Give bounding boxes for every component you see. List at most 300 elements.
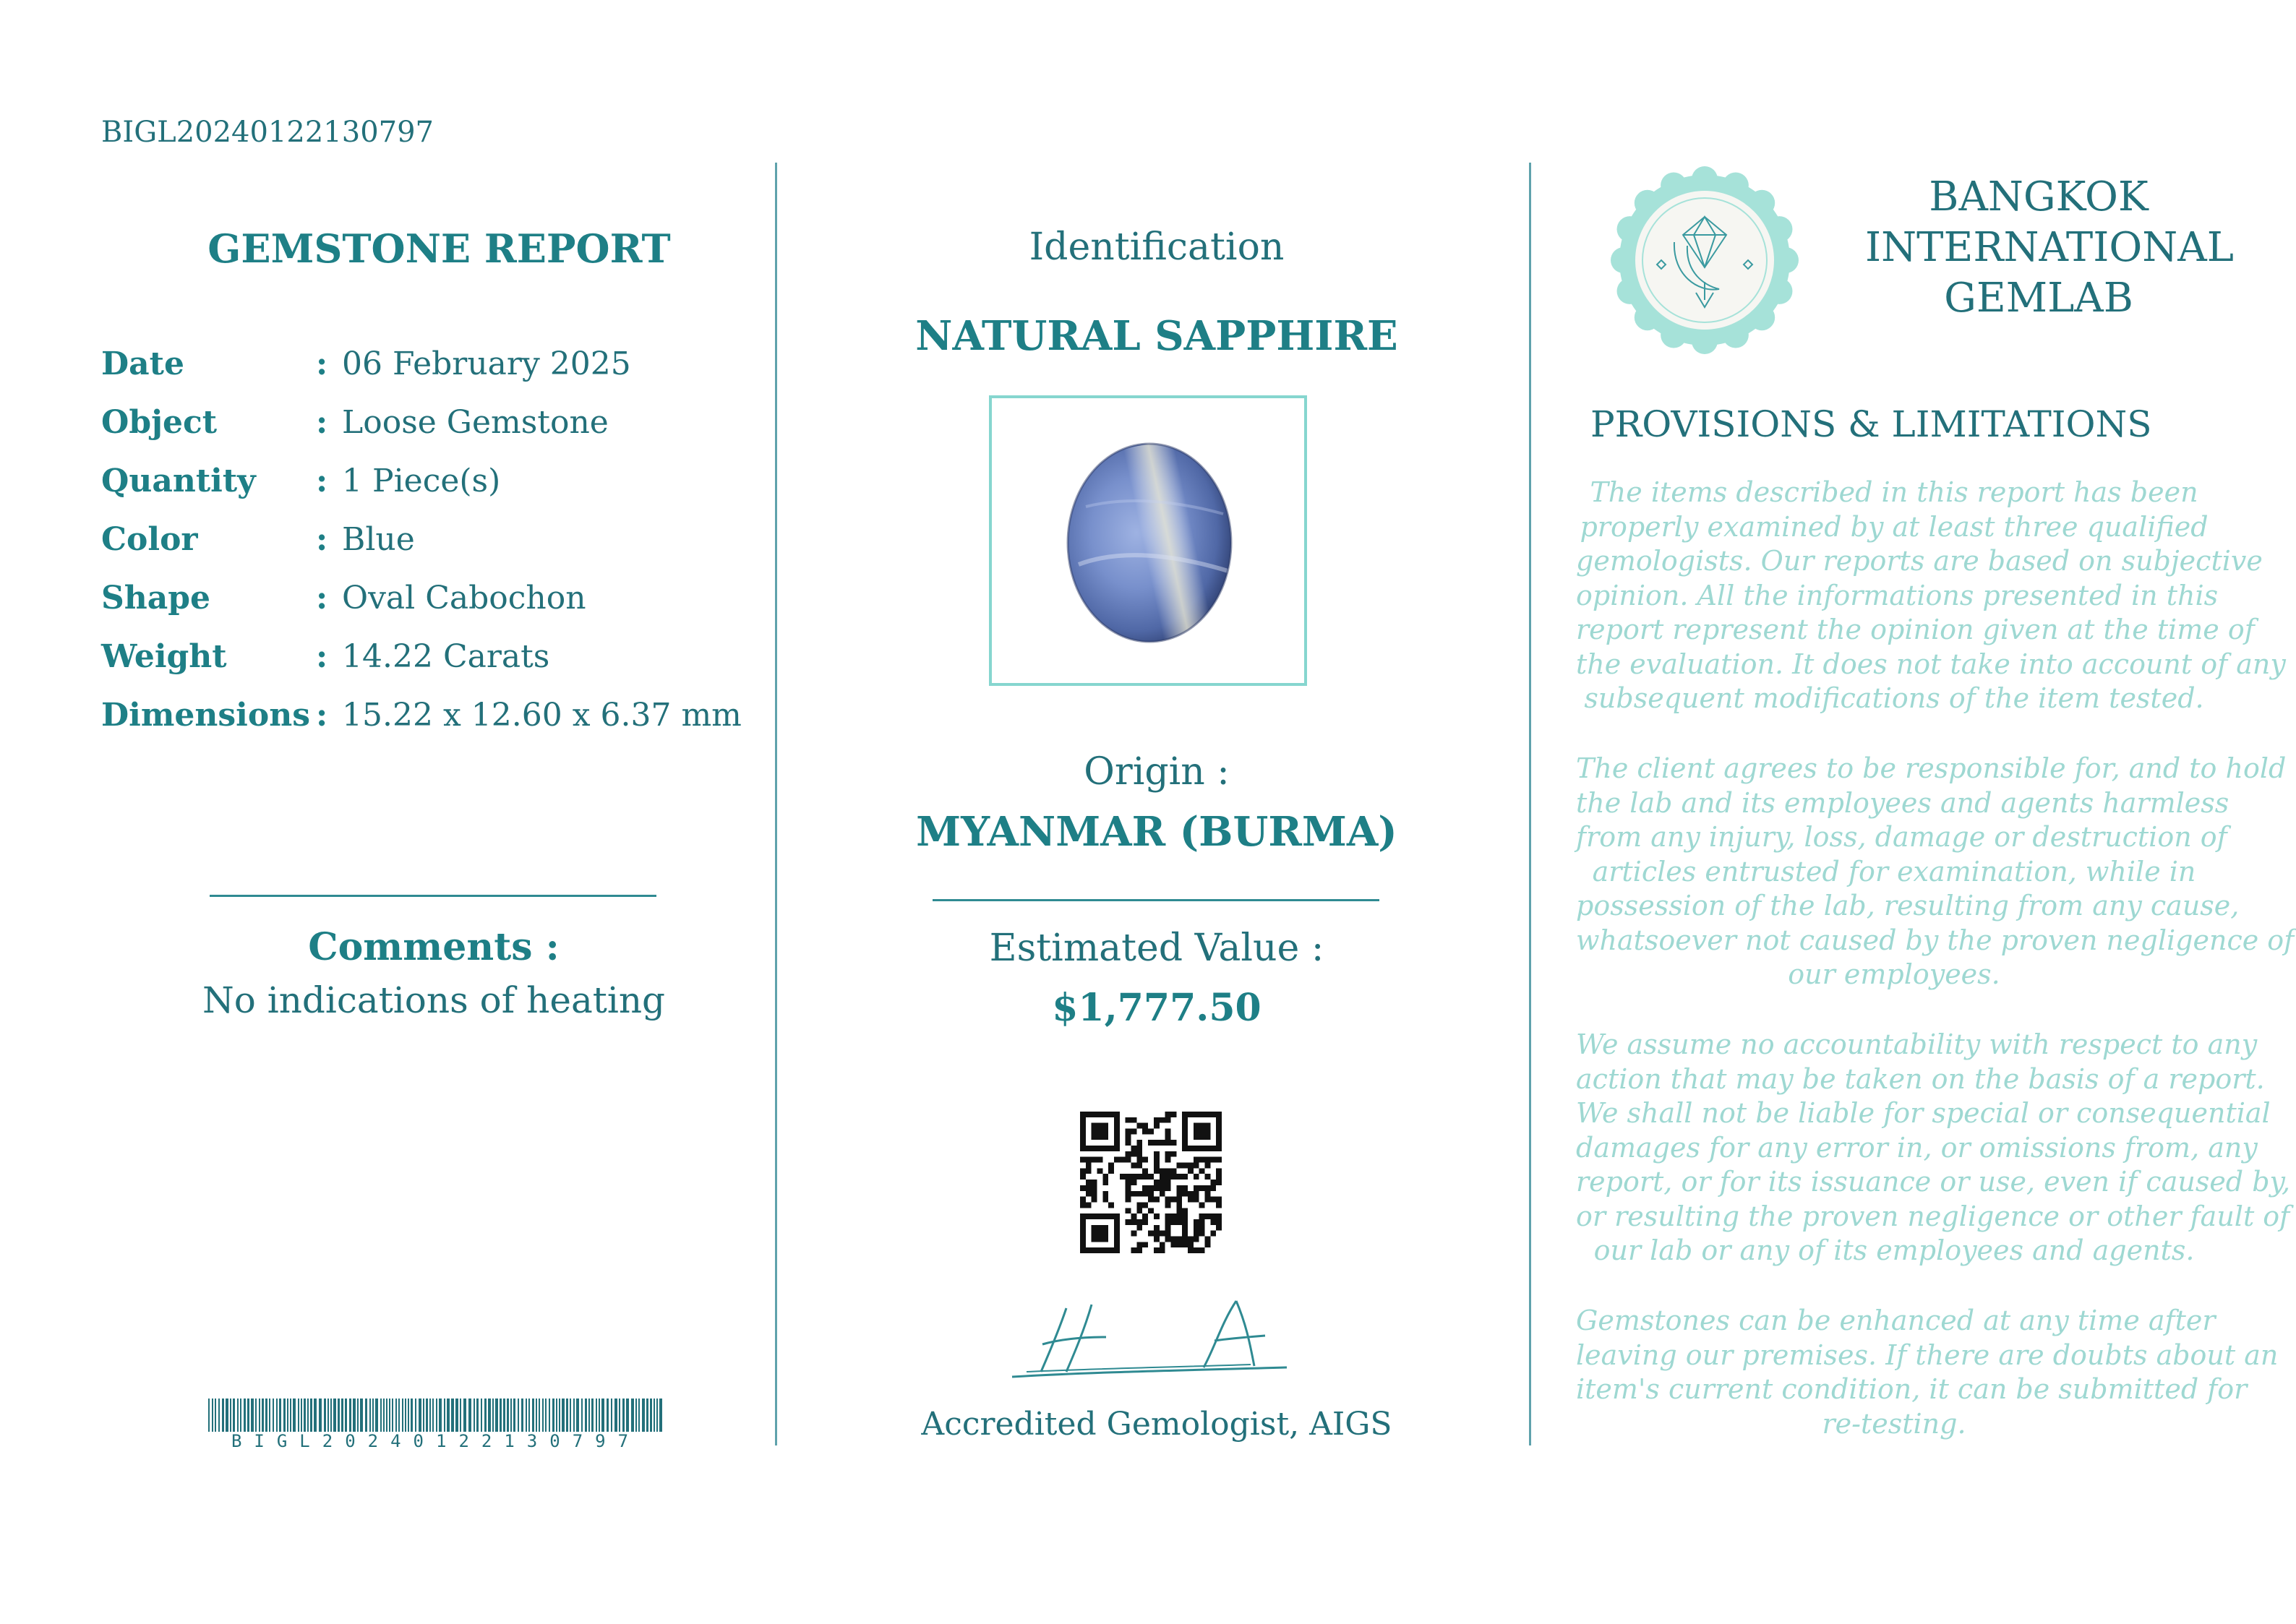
qr-module: [1080, 1129, 1086, 1135]
qr-module: [1148, 1208, 1154, 1213]
qr-module: [1114, 1247, 1120, 1253]
qr-module: [1097, 1123, 1103, 1129]
qr-module: [1170, 1236, 1176, 1242]
qr-module: [1176, 1202, 1182, 1208]
barcode-bar: [392, 1399, 393, 1432]
barcode-bar: [230, 1399, 231, 1432]
qr-module: [1204, 1123, 1210, 1129]
qr-module: [1142, 1129, 1148, 1135]
barcode-bar: [626, 1399, 629, 1432]
field-colon: :: [316, 404, 328, 441]
qr-module: [1199, 1219, 1205, 1225]
qr-module: [1182, 1185, 1188, 1191]
qr-module: [1092, 1213, 1097, 1219]
barcode-bar: [601, 1399, 604, 1432]
qr-module: [1142, 1191, 1148, 1197]
qr-module: [1080, 1140, 1086, 1146]
barcode-bar: [423, 1399, 424, 1432]
qr-module: [1126, 1197, 1131, 1203]
qr-module: [1148, 1185, 1154, 1191]
qr-module: [1126, 1191, 1131, 1197]
qr-module: [1182, 1219, 1188, 1225]
qr-module: [1154, 1140, 1160, 1146]
provisions-title: PROVISIONS & LIMITATIONS: [1590, 403, 2152, 445]
qr-module: [1165, 1202, 1171, 1208]
qr-module: [1204, 1112, 1210, 1117]
barcode-bar: [619, 1399, 620, 1432]
barcode-bar: [283, 1399, 286, 1432]
qr-module: [1194, 1225, 1199, 1231]
report-title: GEMSTONE REPORT: [207, 225, 671, 272]
qr-module: [1165, 1213, 1171, 1219]
qr-module: [1170, 1213, 1176, 1219]
qr-module: [1154, 1117, 1160, 1123]
barcode-bar: [460, 1399, 461, 1432]
qr-module: [1136, 1202, 1142, 1208]
qr-module: [1204, 1163, 1210, 1169]
qr-module: [1199, 1247, 1205, 1253]
qr-module: [1176, 1185, 1182, 1191]
qr-module: [1216, 1174, 1222, 1180]
qr-module: [1108, 1213, 1114, 1219]
field-label: Quantity: [101, 463, 256, 499]
qr-module: [1102, 1213, 1108, 1219]
field-colon: :: [316, 521, 328, 558]
field-value: Loose Gemstone: [342, 404, 609, 441]
barcode-bar: [327, 1399, 329, 1432]
qr-module: [1165, 1180, 1171, 1185]
qr-module: [1170, 1197, 1176, 1203]
qr-module: [1126, 1219, 1131, 1225]
qr-module: [1102, 1146, 1108, 1151]
qr-module: [1126, 1174, 1131, 1180]
qr-module: [1136, 1225, 1142, 1231]
qr-module: [1126, 1117, 1131, 1123]
barcode-bar: [215, 1399, 216, 1432]
qr-module: [1148, 1197, 1154, 1203]
qr-module: [1199, 1123, 1205, 1129]
qr-module: [1188, 1163, 1194, 1169]
field-label: Object: [101, 404, 218, 441]
qr-module: [1131, 1129, 1137, 1135]
provisions-paragraph: [1576, 476, 2286, 716]
provisions-line: properly examined by at least three qualified: [1580, 510, 2209, 543]
qr-module: [1194, 1197, 1199, 1203]
provisions-line: the evaluation. It does not take into account of any: [1576, 648, 2286, 680]
provisions-paragraph: [1576, 1304, 2279, 1441]
qr-module: [1204, 1236, 1210, 1242]
barcode-bar: [419, 1399, 421, 1432]
field-label: Date: [101, 345, 184, 382]
qr-module: [1148, 1174, 1154, 1180]
provisions-line: articles entrusted for examination, while in: [1592, 855, 2196, 888]
qr-module: [1142, 1202, 1148, 1208]
qr-module: [1182, 1231, 1188, 1237]
barcode-bar: [488, 1399, 491, 1432]
field-value: Blue: [342, 521, 415, 558]
qr-module: [1216, 1140, 1222, 1146]
qr-module: [1204, 1129, 1210, 1135]
qr-module: [1182, 1242, 1188, 1247]
qr-module: [1199, 1168, 1205, 1174]
qr-module: [1097, 1157, 1103, 1163]
qr-module: [1176, 1174, 1182, 1180]
barcode-bar: [398, 1399, 400, 1432]
field-value: 15.22 x 12.60 x 6.37 mm: [342, 697, 742, 734]
qr-module: [1102, 1134, 1108, 1140]
qr-module: [1204, 1146, 1210, 1151]
qr-module: [1092, 1197, 1097, 1203]
qr-module: [1204, 1157, 1210, 1163]
qr-module: [1182, 1213, 1188, 1219]
barcode-bar: [259, 1399, 260, 1432]
barcode-bar: [208, 1399, 210, 1432]
field-label: Weight: [101, 638, 227, 675]
qr-module: [1154, 1185, 1160, 1191]
barcode-bar: [484, 1399, 487, 1432]
qr-module: [1131, 1247, 1137, 1253]
barcode-bar: [507, 1399, 509, 1432]
qr-module: [1136, 1247, 1142, 1253]
qr-module: [1182, 1163, 1188, 1169]
qr-module: [1086, 1157, 1092, 1163]
qr-module: [1165, 1225, 1171, 1231]
qr-module: [1080, 1236, 1086, 1242]
qr-module: [1102, 1123, 1108, 1129]
barcode-bar: [365, 1399, 367, 1432]
estimated-value-label: Estimated Value :: [989, 927, 1324, 970]
qr-module: [1165, 1168, 1171, 1174]
qr-module: [1092, 1225, 1097, 1231]
barcode-bar: [341, 1399, 343, 1432]
barcode-bar: [447, 1399, 450, 1432]
qr-module: [1188, 1242, 1194, 1247]
barcode-bar: [432, 1399, 434, 1432]
seal-scallop: [1611, 247, 1637, 273]
provisions-paragraph: [1576, 1028, 2291, 1268]
barcode-bar: [251, 1399, 254, 1432]
qr-module: [1097, 1231, 1103, 1237]
qr-module: [1142, 1174, 1148, 1180]
qr-module: [1142, 1168, 1148, 1174]
qr-module: [1194, 1163, 1199, 1169]
qr-module: [1131, 1231, 1137, 1237]
qr-module: [1216, 1197, 1222, 1203]
qr-module: [1199, 1185, 1205, 1191]
qr-module: [1086, 1185, 1092, 1191]
qr-module: [1108, 1247, 1114, 1253]
qr-module: [1216, 1180, 1222, 1185]
qr-module: [1126, 1180, 1131, 1185]
barcode-bar: [237, 1399, 239, 1432]
qr-module: [1154, 1213, 1160, 1219]
barcode-bar: [539, 1399, 540, 1432]
qr-module: [1131, 1146, 1137, 1151]
qr-module: [1216, 1202, 1222, 1208]
provisions-line: action that may be taken on the basis of a report.: [1576, 1062, 2265, 1095]
qr-module: [1136, 1191, 1142, 1197]
qr-module: [1204, 1185, 1210, 1191]
lab-name-line: INTERNATIONAL: [1865, 224, 2234, 271]
qr-module: [1142, 1219, 1148, 1225]
comments-value: No indications of heating: [202, 979, 666, 1021]
qr-module: [1210, 1213, 1216, 1219]
barcode-bar: [588, 1399, 590, 1432]
qr-module: [1131, 1163, 1137, 1169]
barcode-bar: [255, 1399, 257, 1432]
qr-module: [1097, 1168, 1103, 1174]
qr-module: [1102, 1225, 1108, 1231]
barcode-bar: [324, 1399, 326, 1432]
qr-module: [1080, 1219, 1086, 1225]
qr-module: [1148, 1231, 1154, 1237]
qr-module: [1102, 1180, 1108, 1185]
qr-module: [1148, 1140, 1154, 1146]
qr-module: [1199, 1146, 1205, 1151]
qr-module: [1114, 1140, 1120, 1146]
qr-module: [1114, 1225, 1120, 1231]
qr-module: [1165, 1157, 1171, 1163]
provisions-line: Gemstones can be enhanced at any time after: [1576, 1305, 2216, 1336]
provisions-line: The items described in this report has been: [1590, 476, 2198, 508]
qr-module: [1114, 1231, 1120, 1237]
qr-code[interactable]: [1080, 1112, 1222, 1253]
qr-module: [1131, 1191, 1137, 1197]
barcode-bar: [532, 1399, 534, 1432]
barcode-bar: [402, 1399, 403, 1432]
qr-module: [1080, 1117, 1086, 1123]
qr-module: [1216, 1129, 1222, 1135]
provisions-line: or resulting the proven negligence or other fault of: [1576, 1200, 2290, 1232]
qr-module: [1216, 1112, 1222, 1117]
barcode-bar: [405, 1399, 406, 1432]
qr-module: [1114, 1219, 1120, 1225]
barcode-bar: [562, 1399, 565, 1432]
field-colon: :: [316, 463, 328, 499]
qr-module: [1080, 1134, 1086, 1140]
value-divider: [933, 899, 1379, 901]
qr-module: [1210, 1219, 1216, 1225]
barcode-bar: [455, 1399, 458, 1432]
qr-module: [1160, 1185, 1165, 1191]
qr-module: [1080, 1123, 1086, 1129]
qr-module: [1102, 1174, 1108, 1180]
qr-module: [1170, 1140, 1176, 1146]
qr-module: [1199, 1134, 1205, 1140]
field-value: 06 February 2025: [342, 345, 631, 382]
qr-module: [1120, 1174, 1126, 1180]
qr-module: [1080, 1213, 1086, 1219]
qr-module: [1176, 1191, 1182, 1197]
qr-module: [1114, 1123, 1120, 1129]
qr-module: [1165, 1236, 1171, 1242]
barcode-bar: [218, 1399, 220, 1432]
barcode-bar: [495, 1399, 498, 1432]
qr-module: [1199, 1129, 1205, 1135]
qr-module: [1194, 1219, 1199, 1225]
qr-module: [1165, 1112, 1171, 1117]
provisions-line: subsequent modifications of the item tested.: [1584, 682, 2204, 714]
field-label: Dimensions: [101, 697, 311, 734]
barcode-bar: [596, 1399, 597, 1432]
comments-divider: [210, 895, 656, 897]
qr-module: [1216, 1225, 1222, 1231]
provisions-line: The client agrees to be responsible for, and to hold: [1576, 752, 2287, 784]
barcode-bar: [338, 1399, 340, 1432]
barcode-bar: [262, 1399, 264, 1432]
barcode-bar: [500, 1399, 502, 1432]
qr-module: [1204, 1213, 1210, 1219]
field-colon: :: [316, 638, 328, 675]
qr-module: [1102, 1112, 1108, 1117]
origin-value: MYANMAR (BURMA): [916, 808, 1397, 856]
barcode-bar: [635, 1399, 637, 1432]
qr-module: [1092, 1191, 1097, 1197]
seal-scallop: [1692, 166, 1718, 192]
qr-module: [1080, 1247, 1086, 1253]
qr-module: [1170, 1112, 1176, 1117]
barcode-bar: [481, 1399, 482, 1432]
barcode-bar: [576, 1399, 579, 1432]
qr-module: [1097, 1225, 1103, 1231]
barcode-bar: [650, 1399, 652, 1432]
qr-module: [1165, 1117, 1171, 1123]
gem-photo-frame: [989, 395, 1307, 686]
qr-module: [1210, 1197, 1216, 1203]
provisions-line: report, or for its issuance or use, even if caused by,: [1576, 1166, 2291, 1198]
qr-module: [1210, 1112, 1216, 1117]
qr-module: [1136, 1208, 1142, 1213]
barcode-bar: [330, 1399, 332, 1432]
qr-module: [1136, 1157, 1142, 1163]
barcode-bar: [542, 1399, 544, 1432]
provisions-line: damages for any error in, or omissions from, any: [1576, 1131, 2258, 1164]
qr-module: [1080, 1157, 1086, 1163]
qr-module: [1131, 1213, 1137, 1219]
barcode-bar: [492, 1399, 494, 1432]
qr-module: [1114, 1146, 1120, 1151]
qr-module: [1204, 1242, 1210, 1247]
barcode-bar: [389, 1399, 390, 1432]
barcode-bar: [269, 1399, 270, 1432]
qr-module: [1160, 1117, 1165, 1123]
provisions-line: our lab or any of its employees and agents.: [1593, 1234, 2195, 1266]
qr-module: [1108, 1146, 1114, 1151]
qr-module: [1160, 1191, 1165, 1197]
barcode-bar: [290, 1399, 291, 1432]
qr-module: [1216, 1219, 1222, 1225]
qr-module: [1080, 1197, 1086, 1203]
qr-module: [1160, 1168, 1165, 1174]
qr-module: [1210, 1180, 1216, 1185]
barcode-bar: [383, 1399, 385, 1432]
report-id: BIGL20240122130797: [101, 116, 434, 149]
qr-module: [1097, 1129, 1103, 1135]
barcode-bar: [345, 1399, 347, 1432]
barcode-bar: [395, 1399, 397, 1432]
barcode-bar: [545, 1399, 547, 1432]
qr-module: [1108, 1168, 1114, 1174]
qr-module: [1154, 1225, 1160, 1231]
barcode-bar: [611, 1399, 612, 1432]
qr-module: [1126, 1208, 1131, 1213]
field-colon: :: [316, 697, 328, 734]
provisions-line: report represent the opinion given at the time of: [1576, 614, 2255, 645]
barcode-bar: [298, 1399, 299, 1432]
barcode-bar: [293, 1399, 296, 1432]
qr-module: [1136, 1163, 1142, 1169]
sapphire-photo: [992, 398, 1304, 683]
provisions-line: gemologists. Our reports are based on subjective: [1576, 545, 2263, 577]
qr-module: [1216, 1117, 1222, 1123]
qr-module: [1194, 1157, 1199, 1163]
qr-module: [1176, 1242, 1182, 1247]
barcode: [208, 1399, 664, 1432]
barcode-bar: [642, 1399, 645, 1432]
qr-module: [1182, 1134, 1188, 1140]
qr-module: [1176, 1197, 1182, 1203]
provisions-line: possession of the lab, resulting from any cause,: [1576, 890, 2240, 921]
qr-module: [1097, 1112, 1103, 1117]
barcode-bar: [226, 1399, 228, 1432]
barcode-bar: [451, 1399, 454, 1432]
identification-label: Identification: [1029, 225, 1285, 269]
qr-module: [1199, 1202, 1205, 1208]
barcode-bar: [638, 1399, 640, 1432]
barcode-bar: [631, 1399, 634, 1432]
barcode-bar: [429, 1399, 431, 1432]
barcode-bar: [279, 1399, 281, 1432]
barcode-bar: [581, 1399, 583, 1432]
qr-module: [1097, 1146, 1103, 1151]
barcode-bar: [566, 1399, 568, 1432]
qr-module: [1160, 1242, 1165, 1247]
qr-module: [1165, 1197, 1171, 1203]
qr-module: [1114, 1236, 1120, 1242]
qr-module: [1108, 1112, 1114, 1117]
barcode-bar: [570, 1399, 571, 1432]
barcode-bar: [518, 1399, 519, 1432]
barcode-bar: [468, 1399, 471, 1432]
qr-module: [1165, 1174, 1171, 1180]
qr-module: [1194, 1191, 1199, 1197]
field-colon: :: [316, 345, 328, 382]
qr-module: [1114, 1213, 1120, 1219]
qr-module: [1092, 1123, 1097, 1129]
barcode-bar: [408, 1399, 409, 1432]
qr-module: [1097, 1213, 1103, 1219]
qr-module: [1188, 1112, 1194, 1117]
qr-module: [1216, 1213, 1222, 1219]
qr-module: [1210, 1157, 1216, 1163]
qr-module: [1176, 1236, 1182, 1242]
qr-module: [1199, 1157, 1205, 1163]
qr-module: [1182, 1117, 1188, 1123]
qr-module: [1086, 1191, 1092, 1197]
qr-module: [1188, 1247, 1194, 1253]
qr-module: [1154, 1151, 1160, 1157]
qr-module: [1126, 1157, 1131, 1163]
qr-module: [1182, 1123, 1188, 1129]
qr-module: [1092, 1180, 1097, 1185]
lab-name-line: GEMLAB: [1944, 275, 2133, 322]
qr-module: [1126, 1129, 1131, 1135]
barcode-bar: [415, 1399, 416, 1432]
barcode-bar: [375, 1399, 378, 1432]
barcode-bar: [212, 1399, 213, 1432]
qr-module: [1170, 1219, 1176, 1225]
lab-seal-icon: [1611, 166, 1799, 354]
